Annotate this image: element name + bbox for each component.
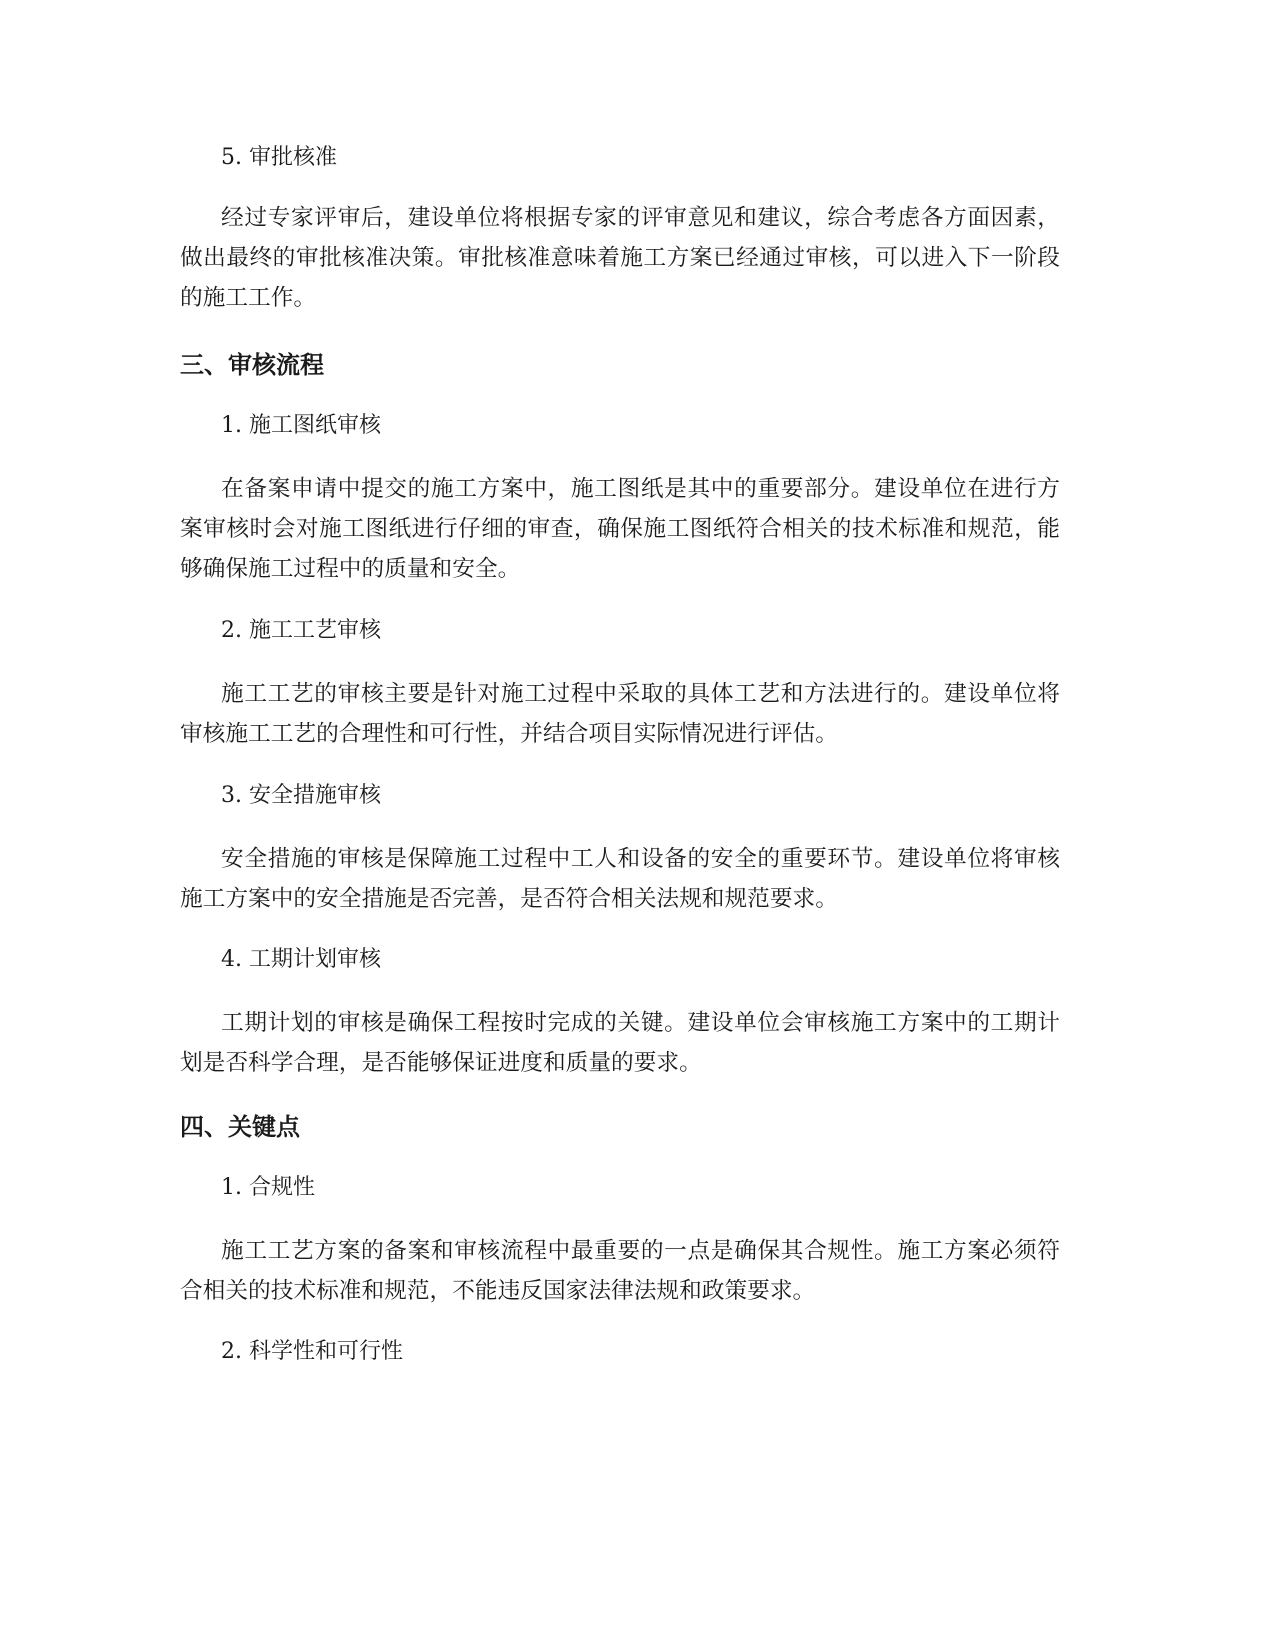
paragraph-safety-review: 安全措施的审核是保障施工过程中工人和设备的安全的重要环节。建设单位将审核施工方案中的安全措施是否完善，是否符合相关法规和规范要求。: [180, 846, 1060, 912]
list-item-drawings-review: 1. 施工图纸审核: [221, 413, 381, 438]
section-heading-key-points: 四、关键点: [180, 1113, 300, 1141]
paragraph-schedule-review: 工期计划的审核是确保工程按时完成的关键。建设单位会审核施工方案中的工期计划是否科学合理，是否能够保证进度和质量的要求。: [180, 1010, 1060, 1076]
list-item-process-review: 2. 施工工艺审核: [221, 618, 381, 643]
section-heading-review-process: 三、审核流程: [180, 351, 324, 379]
list-item-compliance: 1. 合规性: [221, 1175, 315, 1200]
paragraph-process-review: 施工工艺的审核主要是针对施工过程中采取的具体工艺和方法进行的。建设单位将审核施工工艺的合理性和可行性，并结合项目实际情况进行评估。: [180, 681, 1060, 747]
list-item-safety-review: 3. 安全措施审核: [221, 783, 381, 808]
list-item-approval: 5. 审批核准: [221, 145, 337, 170]
list-item-schedule-review: 4. 工期计划审核: [221, 947, 381, 972]
paragraph-drawings-review: 在备案申请中提交的施工方案中，施工图纸是其中的重要部分。建设单位在进行方案审核时会对施工图纸进行仔细的审查，确保施工图纸符合相关的技术标准和规范，能够确保施工过程中的质量和安全。: [180, 476, 1060, 582]
list-item-feasibility: 2. 科学性和可行性: [221, 1339, 403, 1364]
paragraph-approval: 经过专家评审后，建设单位将根据专家的评审意见和建议，综合考虑各方面因素，做出最终的审批核准决策。审批核准意味着施工方案已经通过审核，可以进入下一阶段的施工工作。: [180, 205, 1060, 311]
paragraph-compliance: 施工工艺方案的备案和审核流程中最重要的一点是确保其合规性。施工方案必须符合相关的技术标准和规范，不能违反国家法律法规和政策要求。: [180, 1238, 1060, 1304]
